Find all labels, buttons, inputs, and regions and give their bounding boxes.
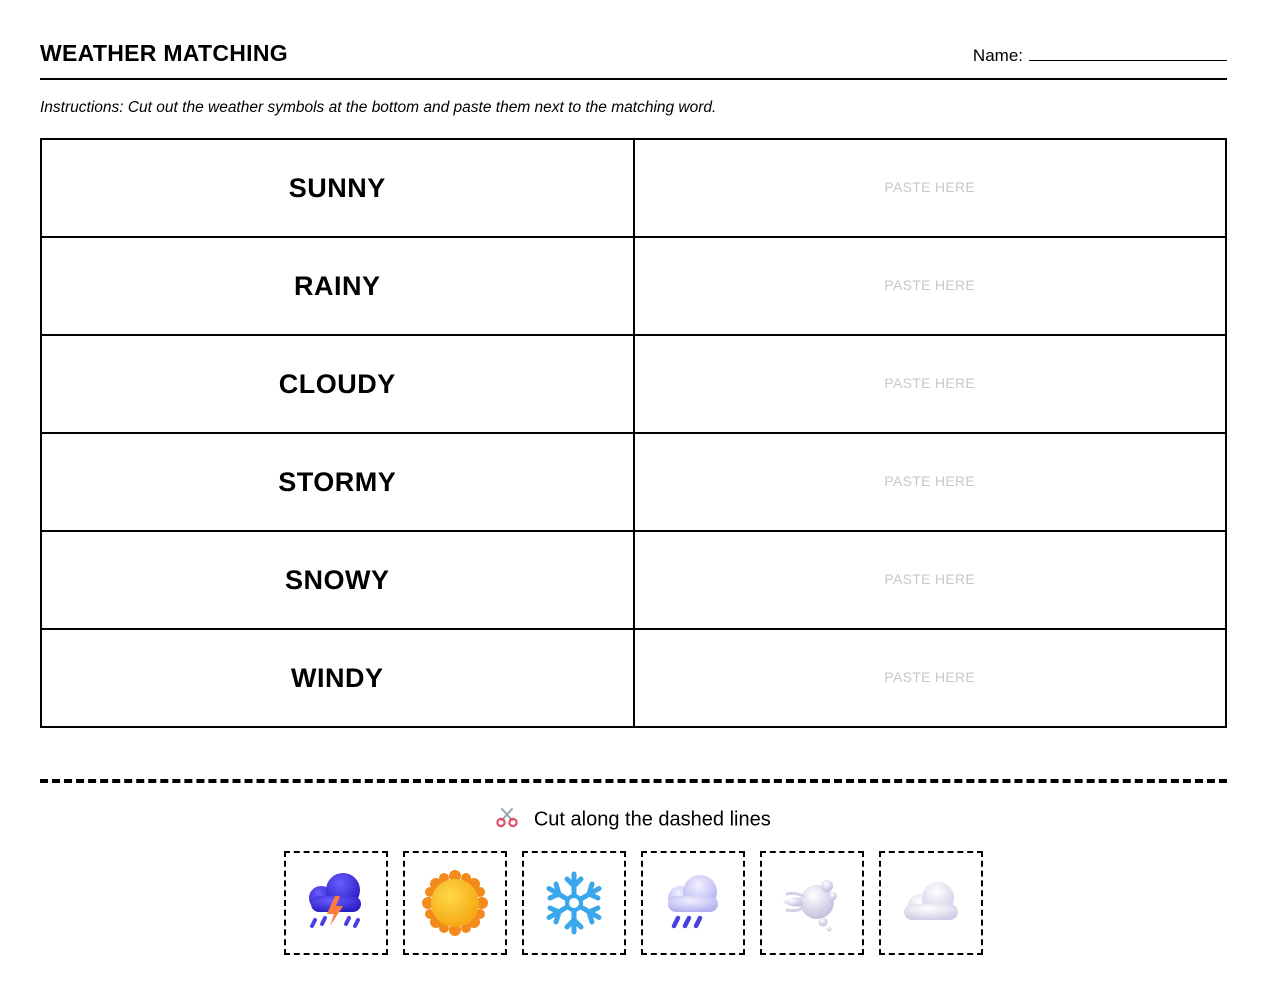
table-row — [41, 629, 1226, 727]
cutout-tile[interactable] — [284, 851, 388, 955]
weather-word: STORMY — [278, 466, 397, 497]
instructions: Instructions: Cut out the weather symbols at the bottom and paste them next to the matching word. — [40, 99, 717, 116]
weather-word: SNOWY — [284, 564, 390, 595]
paste-placeholder: PASTE HERE — [884, 277, 976, 293]
symbol-cutouts — [284, 851, 983, 955]
word-cell — [41, 629, 634, 727]
name-field — [973, 46, 1227, 66]
word-cell — [41, 139, 634, 237]
table-row — [41, 531, 1226, 629]
wind-icon — [777, 868, 847, 938]
table-row — [41, 139, 1226, 237]
paste-placeholder: PASTE HERE — [884, 473, 976, 489]
paste-placeholder: PASTE HERE — [884, 571, 976, 587]
page-title: WEATHER MATCHING — [40, 40, 288, 66]
word-cell — [41, 335, 634, 433]
cutout-tile[interactable] — [522, 851, 626, 955]
paste-cell — [634, 139, 1227, 237]
storm-cloud-icon — [301, 868, 371, 938]
word-cell — [41, 433, 634, 531]
cut-caption-text: Cut along the dashed lines — [533, 808, 771, 831]
paste-cell — [634, 433, 1227, 531]
weather-word: WINDY — [291, 662, 384, 693]
worksheet-header — [40, 36, 1227, 80]
name-blank-line[interactable] — [1029, 59, 1227, 61]
table-row — [41, 335, 1226, 433]
cutout-tile[interactable] — [641, 851, 745, 955]
cut-caption — [0, 806, 1267, 834]
name-label: Name: — [972, 46, 1023, 65]
cutout-tile[interactable] — [403, 851, 507, 955]
matching-table — [40, 138, 1227, 728]
weather-word: CLOUDY — [278, 368, 396, 399]
weather-word: RAINY — [293, 270, 381, 301]
dashed-cut-line — [40, 779, 1227, 783]
cutout-tile[interactable] — [879, 851, 983, 955]
table-row — [41, 433, 1226, 531]
word-cell — [41, 531, 634, 629]
cloud-icon — [896, 868, 966, 938]
snowflake-icon — [539, 868, 609, 938]
scissors-icon — [496, 806, 518, 834]
paste-cell — [634, 531, 1227, 629]
paste-placeholder: PASTE HERE — [884, 179, 976, 195]
cutout-tile[interactable] — [760, 851, 864, 955]
paste-placeholder: PASTE HERE — [884, 375, 976, 391]
weather-word: SUNNY — [288, 172, 386, 203]
paste-placeholder: PASTE HERE — [884, 669, 976, 685]
paste-cell — [634, 335, 1227, 433]
rain-cloud-icon — [658, 868, 728, 938]
word-cell — [41, 237, 634, 335]
paste-cell — [634, 629, 1227, 727]
sun-icon — [420, 868, 490, 938]
table-row — [41, 237, 1226, 335]
paste-cell — [634, 237, 1227, 335]
